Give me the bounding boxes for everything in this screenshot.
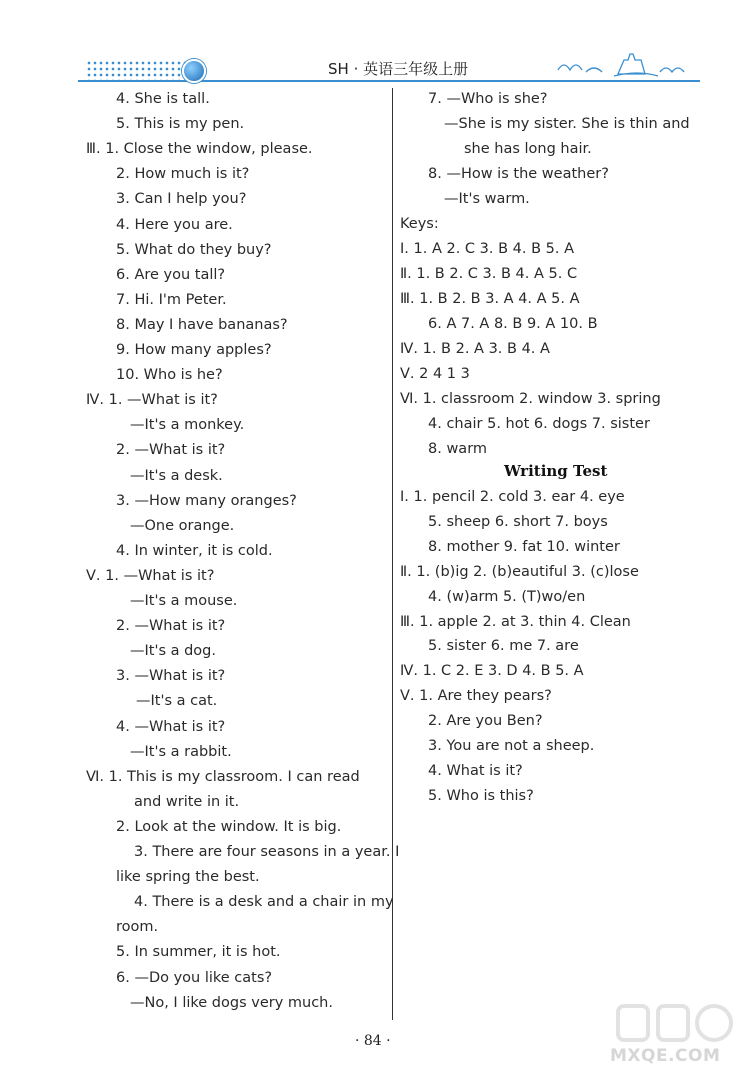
left-line: 4. In winter, it is cold.	[116, 542, 273, 559]
right-line: 4. chair 5. hot 6. dogs 7. sister	[428, 416, 650, 432]
right-line: 5. sister 6. me 7. are	[428, 638, 579, 655]
page-number: · 84 ·	[355, 1033, 391, 1049]
left-line: 6. —Do you like cats?	[116, 969, 273, 986]
left-line: —It's a rabbit.	[130, 743, 232, 760]
left-line: —It's a desk.	[130, 467, 223, 484]
globe-icon	[182, 59, 206, 83]
right-line: Ⅰ. 1. A 2. C 3. B 4. B 5. A	[400, 241, 575, 257]
left-line: —It's a mouse.	[130, 593, 238, 609]
right-line: —It's warm.	[444, 191, 530, 207]
right-line: Ⅴ. 2 4 1 3	[400, 366, 470, 382]
left-line: 2. —What is it?	[116, 618, 226, 635]
left-line: 5. In summer, it is hot.	[116, 944, 281, 961]
left-line: 3. There are four seasons in a year. I	[134, 844, 400, 860]
left-line: 2. Look at the window. It is big.	[116, 818, 342, 835]
right-line: —She is my sister. She is thin and	[444, 116, 690, 132]
dot-pattern	[86, 60, 186, 82]
right-line: Ⅳ. 1. C 2. E 3. D 4. B 5. A	[400, 663, 584, 680]
left-line: 5. What do they buy?	[116, 241, 272, 258]
left-line: 7. Hi. I'm Peter.	[116, 291, 227, 308]
right-line: 4. (w)arm 5. (T)wo/en	[428, 588, 586, 605]
left-line: and write in it.	[134, 793, 240, 810]
left-line: 10. Who is he?	[116, 367, 223, 384]
right-line: 2. Are you Ben?	[428, 713, 543, 730]
left-line: 3. Can I help you?	[116, 191, 247, 208]
right-line: 5. Who is this?	[428, 787, 534, 804]
left-line: —One orange.	[130, 517, 235, 534]
left-line: 9. How many apples?	[116, 342, 272, 358]
right-line: 6. A 7. A 8. B 9. A 10. B	[428, 316, 598, 332]
left-line: Ⅵ. 1. This is my classroom. I can read	[86, 768, 360, 785]
left-line: like spring the best.	[116, 869, 260, 886]
watermark-graphic	[610, 1000, 740, 1050]
page-header	[78, 56, 700, 86]
left-line: 3. —How many oranges?	[116, 492, 297, 509]
left-line: —It's a cat.	[136, 693, 218, 710]
section-subtitle: Writing Test	[504, 462, 608, 480]
left-line: 4. —What is it?	[116, 718, 226, 735]
column-divider	[392, 88, 393, 1020]
left-line: —No, I like dogs very much.	[130, 994, 333, 1011]
watermark-text: MXQE.COM	[610, 1046, 721, 1066]
right-line: Ⅵ. 1. classroom 2. window 3. spring	[400, 391, 661, 407]
right-line: 5. sheep 6. short 7. boys	[428, 513, 608, 530]
right-line: she has long hair.	[464, 141, 592, 157]
right-line: 8. mother 9. fat 10. winter	[428, 538, 620, 555]
right-line: 8. warm	[428, 441, 488, 457]
right-line: Ⅱ. 1. B 2. C 3. B 4. A 5. C	[400, 266, 578, 282]
left-line: 2. —What is it?	[116, 442, 226, 459]
right-line: Ⅳ. 1. B 2. A 3. B 4. A	[400, 341, 550, 357]
right-line: Ⅰ. 1. pencil 2. cold 3. ear 4. eye	[400, 489, 625, 505]
right-line: Ⅴ. 1. Are they pears?	[400, 688, 552, 705]
left-line: Ⅳ. 1. —What is it?	[86, 392, 218, 409]
left-line: room.	[116, 919, 159, 936]
left-line: 4. There is a desk and a chair in my	[134, 894, 394, 911]
right-line: 8. —How is the weather?	[428, 166, 609, 182]
left-line: 4. Here you are.	[116, 216, 233, 233]
right-line: Ⅲ. 1. B 2. B 3. A 4. A 5. A	[400, 291, 580, 307]
right-line: 4. What is it?	[428, 762, 523, 779]
right-line: Keys:	[400, 216, 439, 232]
right-line: Ⅱ. 1. (b)ig 2. (b)eautiful 3. (c)lose	[400, 563, 639, 580]
left-line: 8. May I have bananas?	[116, 316, 288, 333]
ship-illustration	[548, 48, 698, 82]
left-line: 6. Are you tall?	[116, 266, 226, 283]
left-line: —It's a monkey.	[130, 417, 245, 434]
left-line: 2. How much is it?	[116, 166, 250, 183]
header-title: SH · 英语三年级上册	[328, 60, 469, 78]
left-line: 4. She is tall.	[116, 91, 210, 107]
left-line: 5. This is my pen.	[116, 116, 245, 133]
right-line: 3. You are not a sheep.	[428, 738, 595, 754]
right-line: 7. —Who is she?	[428, 91, 548, 107]
left-line: —It's a dog.	[130, 643, 216, 660]
left-line: 3. —What is it?	[116, 668, 226, 685]
left-line: Ⅲ. 1. Close the window, please.	[86, 141, 313, 158]
right-line: Ⅲ. 1. apple 2. at 3. thin 4. Clean	[400, 613, 631, 630]
watermark-logo	[610, 1000, 740, 1080]
left-line: Ⅴ. 1. —What is it?	[86, 567, 215, 584]
